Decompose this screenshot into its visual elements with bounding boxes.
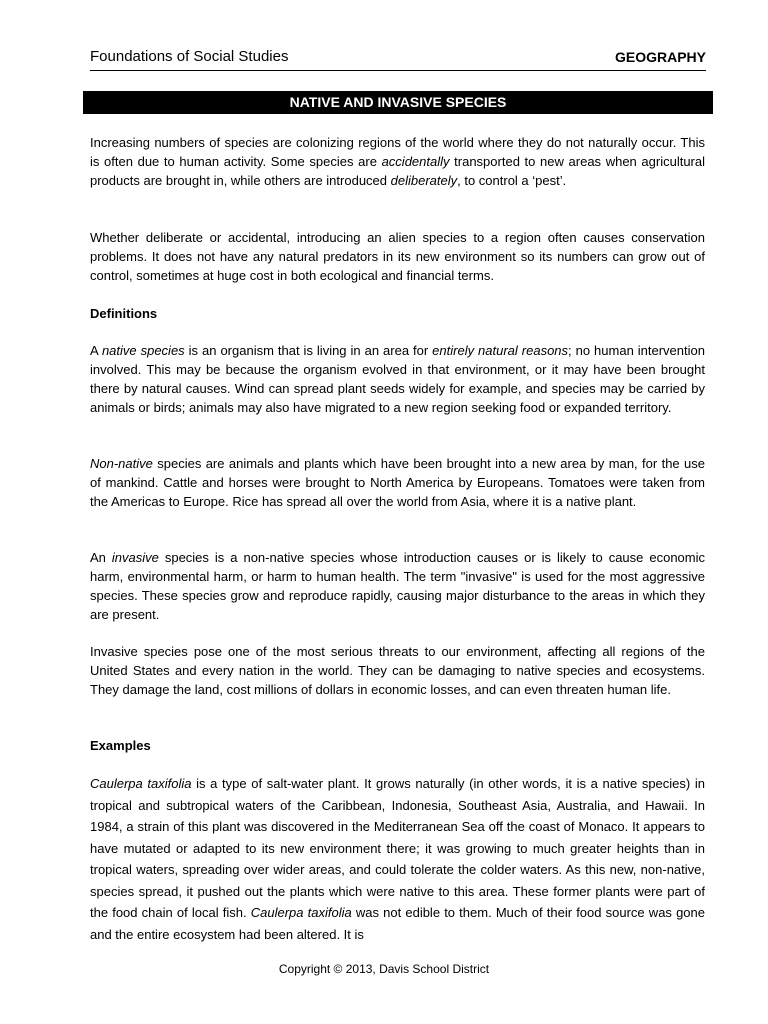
- course-title: Foundations of Social Studies: [90, 48, 289, 65]
- section-title: NATIVE AND INVASIVE SPECIES: [83, 91, 713, 114]
- intro-paragraph-2: Whether deliberate or accidental, introducing an alien species to a region often causes conservation problems. It does not have any natural predators in its new environment so its numbers can grow out of control, sometimes at huge cost in both ecological and financial terms.: [90, 230, 705, 283]
- threat-paragraph: Invasive species pose one of the most serious threats to our environment, affecting all regions of the United States and every nation in the world. They can be damaging to native species and ecosystems. They damage the land, cost millions of dollars in economic losses, and can even threaten human life.: [90, 644, 705, 697]
- term-invasive: invasive: [111, 550, 159, 565]
- page-header: [90, 46, 706, 71]
- emphasis-accidentally: accidentally: [381, 154, 450, 169]
- caulerpa-paragraph: Caulerpa taxifolia is a type of salt-water plant. It grows naturally (in other words, it is a native species) in tropical and subtropical waters of the Caribbean, Indonesia, Southeast Asia, Australia, and Hawaii. In 1984, a strain of this plant was discovered in the Mediterranean Sea off the coast of Monaco. It appears to have mutated or adapted to its new environment there; it was growing to much greater heights than in tropical waters, spreading over wider areas, and could tolerate the colder waters. As this new, non-native, species spread, it pushed out the plants which were native to this area. These former plants were part of the food chain of local fish. Caulerpa taxifolia was not edible to them. Much of their food source was gone and the entire ecosystem had been altered. It is: [90, 776, 705, 942]
- emphasis-natural-reasons: entirely natural reasons: [432, 343, 569, 358]
- species-name: Caulerpa taxifolia: [90, 776, 192, 791]
- examples-heading: Examples: [90, 738, 151, 753]
- species-name-2: Caulerpa taxifolia: [250, 905, 352, 920]
- definitions-heading: Definitions: [90, 306, 158, 321]
- non-native-paragraph: Non-native species are animals and plants which have been brought into a new area by man, for the use of mankind. Cattle and horses were brought to North America by Europeans. Tomatoes were taken from the Americas to Europe. Rice has spread all over the world from Asia, where it is a native plant.: [90, 456, 705, 509]
- copyright-footer: Copyright © 2013, Davis School District: [278, 962, 490, 976]
- subject-label: GEOGRAPHY: [614, 49, 706, 65]
- intro-paragraph-1: Increasing numbers of species are colonizing regions of the world where they do not naturally occur. This is often due to human activity. Some species are accidentally transported to new areas when agricultural products are brought in, while others are introduced deliberately, to control a ‘pest’.: [90, 135, 706, 188]
- native-species-paragraph: A native species is an organism that is living in an area for entirely natural reasons; no human intervention involved. This may be because the organism evolved in that environment, or it may have been brought there by natural causes. Wind can spread plant seeds widely for example, and species may be carried by animals or birds; animals may also have migrated to a new region seeking food or expanded territory.: [90, 343, 705, 415]
- term-native-species: native species: [101, 343, 185, 358]
- emphasis-deliberately: deliberately: [390, 173, 458, 188]
- term-non-native: Non-native: [90, 456, 153, 471]
- invasive-paragraph: An invasive species is a non-native species whose introduction causes or is likely to cause economic harm, environmental harm, or harm to human health. The term "invasive" is used for the most aggressive species. These species grow and reproduce rapidly, causing major disturbance to the areas in which they are present.: [90, 550, 706, 622]
